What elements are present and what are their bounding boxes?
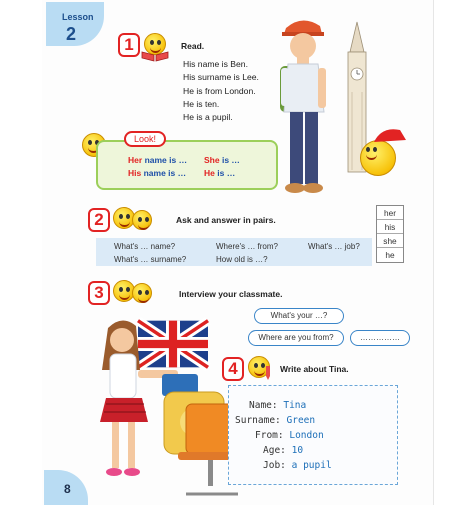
exercise-2-number: 2 — [88, 208, 110, 232]
pronoun-item: his — [377, 220, 403, 234]
card-label: From: — [255, 430, 284, 441]
exercise-2-heading: Ask and answer in pairs. — [176, 215, 276, 225]
reading-line: His name is Ben. — [183, 59, 248, 69]
reading-line: His surname is Lee. — [183, 72, 259, 83]
look-phrase: is … — [221, 155, 240, 165]
look-row-1-left — [128, 155, 187, 165]
tina-info-card — [228, 385, 398, 485]
speech-bubble: Where are you from? — [248, 330, 344, 346]
lesson-badge — [46, 2, 104, 46]
page-gutter — [0, 0, 42, 505]
boy-ben-illustration — [268, 14, 338, 200]
textbook-page — [42, 0, 434, 505]
reading-text — [183, 58, 259, 124]
lesson-label: Lesson — [62, 12, 94, 22]
pronoun-item: she — [377, 234, 403, 248]
card-row-name — [249, 400, 306, 411]
lesson-number: 2 — [66, 24, 77, 44]
card-label: Surname: — [235, 415, 281, 426]
card-label: Job: — [263, 460, 286, 471]
exercise-4-number: 4 — [222, 357, 244, 381]
card-value: a pupil — [291, 460, 332, 471]
pairs-question: How old is …? — [216, 255, 268, 264]
pairs-question: What's … surname? — [114, 255, 187, 264]
look-pronoun: She — [204, 155, 220, 165]
girl-tina-illustration — [98, 314, 248, 500]
look-grammar-box — [96, 140, 278, 190]
look-pronoun: He — [204, 168, 215, 178]
card-label: Age: — [263, 445, 286, 456]
card-value: 10 — [291, 445, 304, 456]
exercise-1-heading: Read. — [181, 41, 205, 51]
look-row-2-left — [128, 168, 186, 178]
pairs-question: What's … name? — [114, 242, 176, 251]
card-row-surname — [235, 415, 315, 426]
pairs-question: Where's … from? — [216, 242, 278, 251]
look-pronoun: His — [128, 168, 142, 178]
speech-bubble: …………… — [350, 330, 410, 346]
exercise-4-heading: Write about Tina. — [280, 364, 349, 374]
look-phrase: is … — [217, 168, 236, 178]
exercise-3-heading: Interview your classmate. — [179, 289, 283, 299]
exercise-1-number: 1 — [118, 33, 140, 57]
page-number: 8 — [64, 482, 71, 496]
look-row-2-right — [204, 168, 235, 178]
smiley-with-cap-icon — [360, 140, 396, 176]
card-value: Tina — [283, 400, 307, 411]
card-value: London — [289, 430, 324, 441]
red-cap-icon — [372, 126, 408, 144]
card-row-from — [255, 430, 324, 441]
reading-line: He is a pupil. — [183, 112, 233, 123]
look-pronoun: Her — [128, 155, 143, 165]
card-value: Green — [286, 415, 316, 426]
open-book-icon — [141, 50, 169, 62]
exercise-3-number: 3 — [88, 281, 110, 305]
pronoun-item: her — [377, 206, 403, 220]
card-row-age — [263, 445, 303, 456]
look-phrase: name is … — [144, 155, 188, 165]
card-row-job — [263, 460, 332, 471]
look-bubble: Look! — [124, 131, 166, 147]
pronoun-item: he — [385, 250, 395, 260]
page-number-badge — [44, 470, 88, 505]
reading-line: He is from London. — [183, 85, 256, 96]
look-phrase: name is … — [143, 168, 187, 178]
pairs-question: What's … job? — [308, 242, 360, 251]
interview-smiley-icon — [132, 283, 152, 303]
pair-smiley-icon — [132, 210, 152, 230]
pencil-icon — [264, 366, 272, 380]
pronoun-box — [376, 205, 404, 263]
reading-line: He is ten. — [183, 98, 220, 109]
look-row-1-right — [204, 155, 240, 165]
card-label: Name: — [249, 400, 278, 411]
speech-bubble: What's your …? — [254, 308, 344, 324]
